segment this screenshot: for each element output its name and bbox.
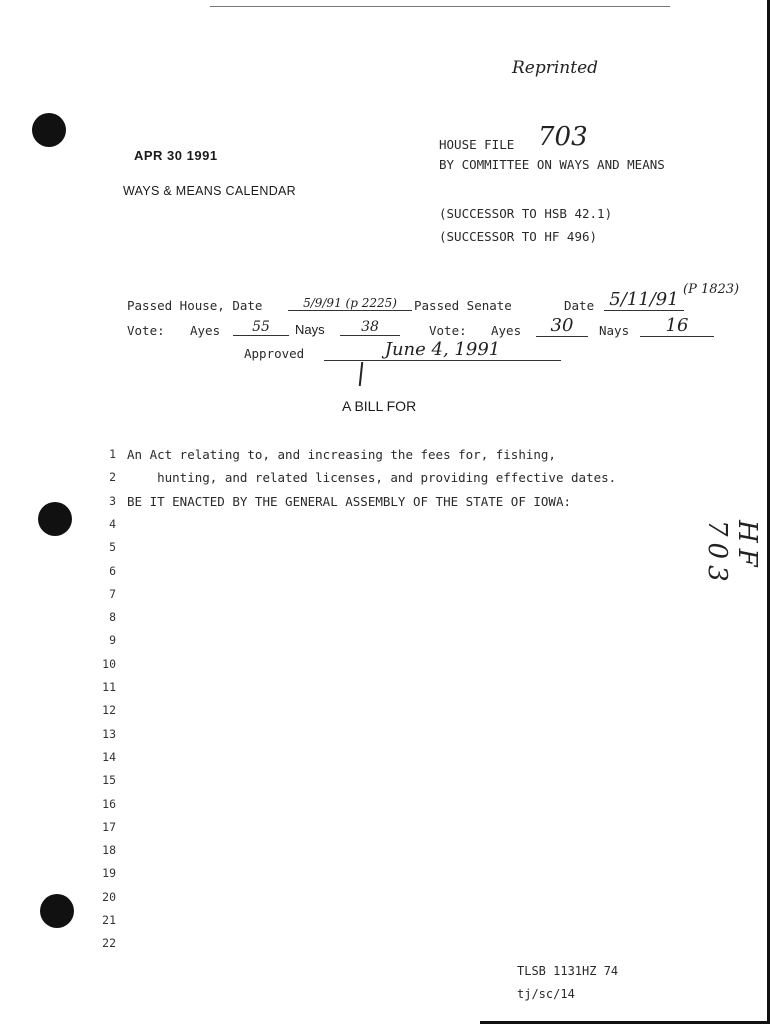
line-number: 10 [102,657,116,671]
passed-house-label: Passed House, Date [127,298,263,313]
house-file-number: 703 [538,122,588,152]
senate-journal-page: (P 1823) [683,282,740,297]
line-number: 11 [102,680,116,694]
senate-nays-value: 16 [640,315,714,337]
line-number: 22 [102,936,116,950]
line-number: 17 [102,820,116,834]
stamp-calendar: WAYS & MEANS CALENDAR [123,184,296,198]
stamp-date: APR 30 1991 [134,148,218,163]
senate-vote-label: Vote: [429,323,467,338]
senate-ayes-label: Ayes [491,323,522,338]
line-number: 6 [109,564,116,578]
bill-line-text: hunting, and related licenses, and providing effective dates. [127,470,617,485]
successor-line-1: (SUCCESSOR TO HSB 42.1) [439,206,613,221]
line-number: 20 [102,890,116,904]
line-number: 5 [109,540,116,554]
house-ayes-label: Ayes [190,323,221,338]
line-number: 4 [109,517,116,531]
approved-label: Approved [244,346,305,361]
line-number: 18 [102,843,116,857]
house-ayes-value: 55 [233,319,289,336]
footer-code: TLSB 1131HZ 74 [517,964,619,978]
line-number: 2 [109,470,116,484]
line-number: 8 [109,610,116,624]
line-number: 13 [102,727,116,741]
senate-nays-label: Nays [599,323,630,338]
successor-line-2: (SUCCESSOR TO HF 496) [439,229,598,244]
senate-ayes-value: 30 [536,315,588,337]
scan-top-edge [210,6,670,7]
approval-pen-stroke [359,362,363,386]
bill-title: A BILL FOR [342,398,417,414]
line-number: 21 [102,913,116,927]
approved-date: June 4, 1991 [324,339,561,361]
reprinted-annotation: Reprinted [512,58,599,78]
house-nays-label: Nays [295,322,325,337]
passed-senate-label: Passed Senate [414,298,512,313]
line-number: 3 [109,494,116,508]
side-file-annotation: HF 703 [702,520,762,588]
bill-line-text: BE IT ENACTED BY THE GENERAL ASSEMBLY OF THE STATE OF IOWA: [127,494,572,509]
line-number: 14 [102,750,116,764]
punch-hole-bottom [40,894,74,928]
line-number: 12 [102,703,116,717]
passed-senate-date: 5/11/91 [604,289,684,311]
house-vote-label: Vote: [127,323,165,338]
line-number: 1 [109,447,116,461]
house-file-label: HOUSE FILE [439,137,515,152]
line-number: 7 [109,587,116,601]
punch-hole-top [32,113,66,147]
bill-line-text: An Act relating to, and increasing the fees for, fishing, [127,447,556,462]
senate-date-label: Date [564,298,595,313]
line-number: 15 [102,773,116,787]
footer-initials: tj/sc/14 [517,987,575,1001]
passed-house-date: 5/9/91 (p 2225) [288,296,412,311]
punch-hole-middle [38,502,72,536]
line-number: 19 [102,866,116,880]
line-number: 9 [109,633,116,647]
by-committee: BY COMMITTEE ON WAYS AND MEANS [439,157,665,172]
line-number: 16 [102,797,116,811]
house-nays-value: 38 [340,319,400,336]
